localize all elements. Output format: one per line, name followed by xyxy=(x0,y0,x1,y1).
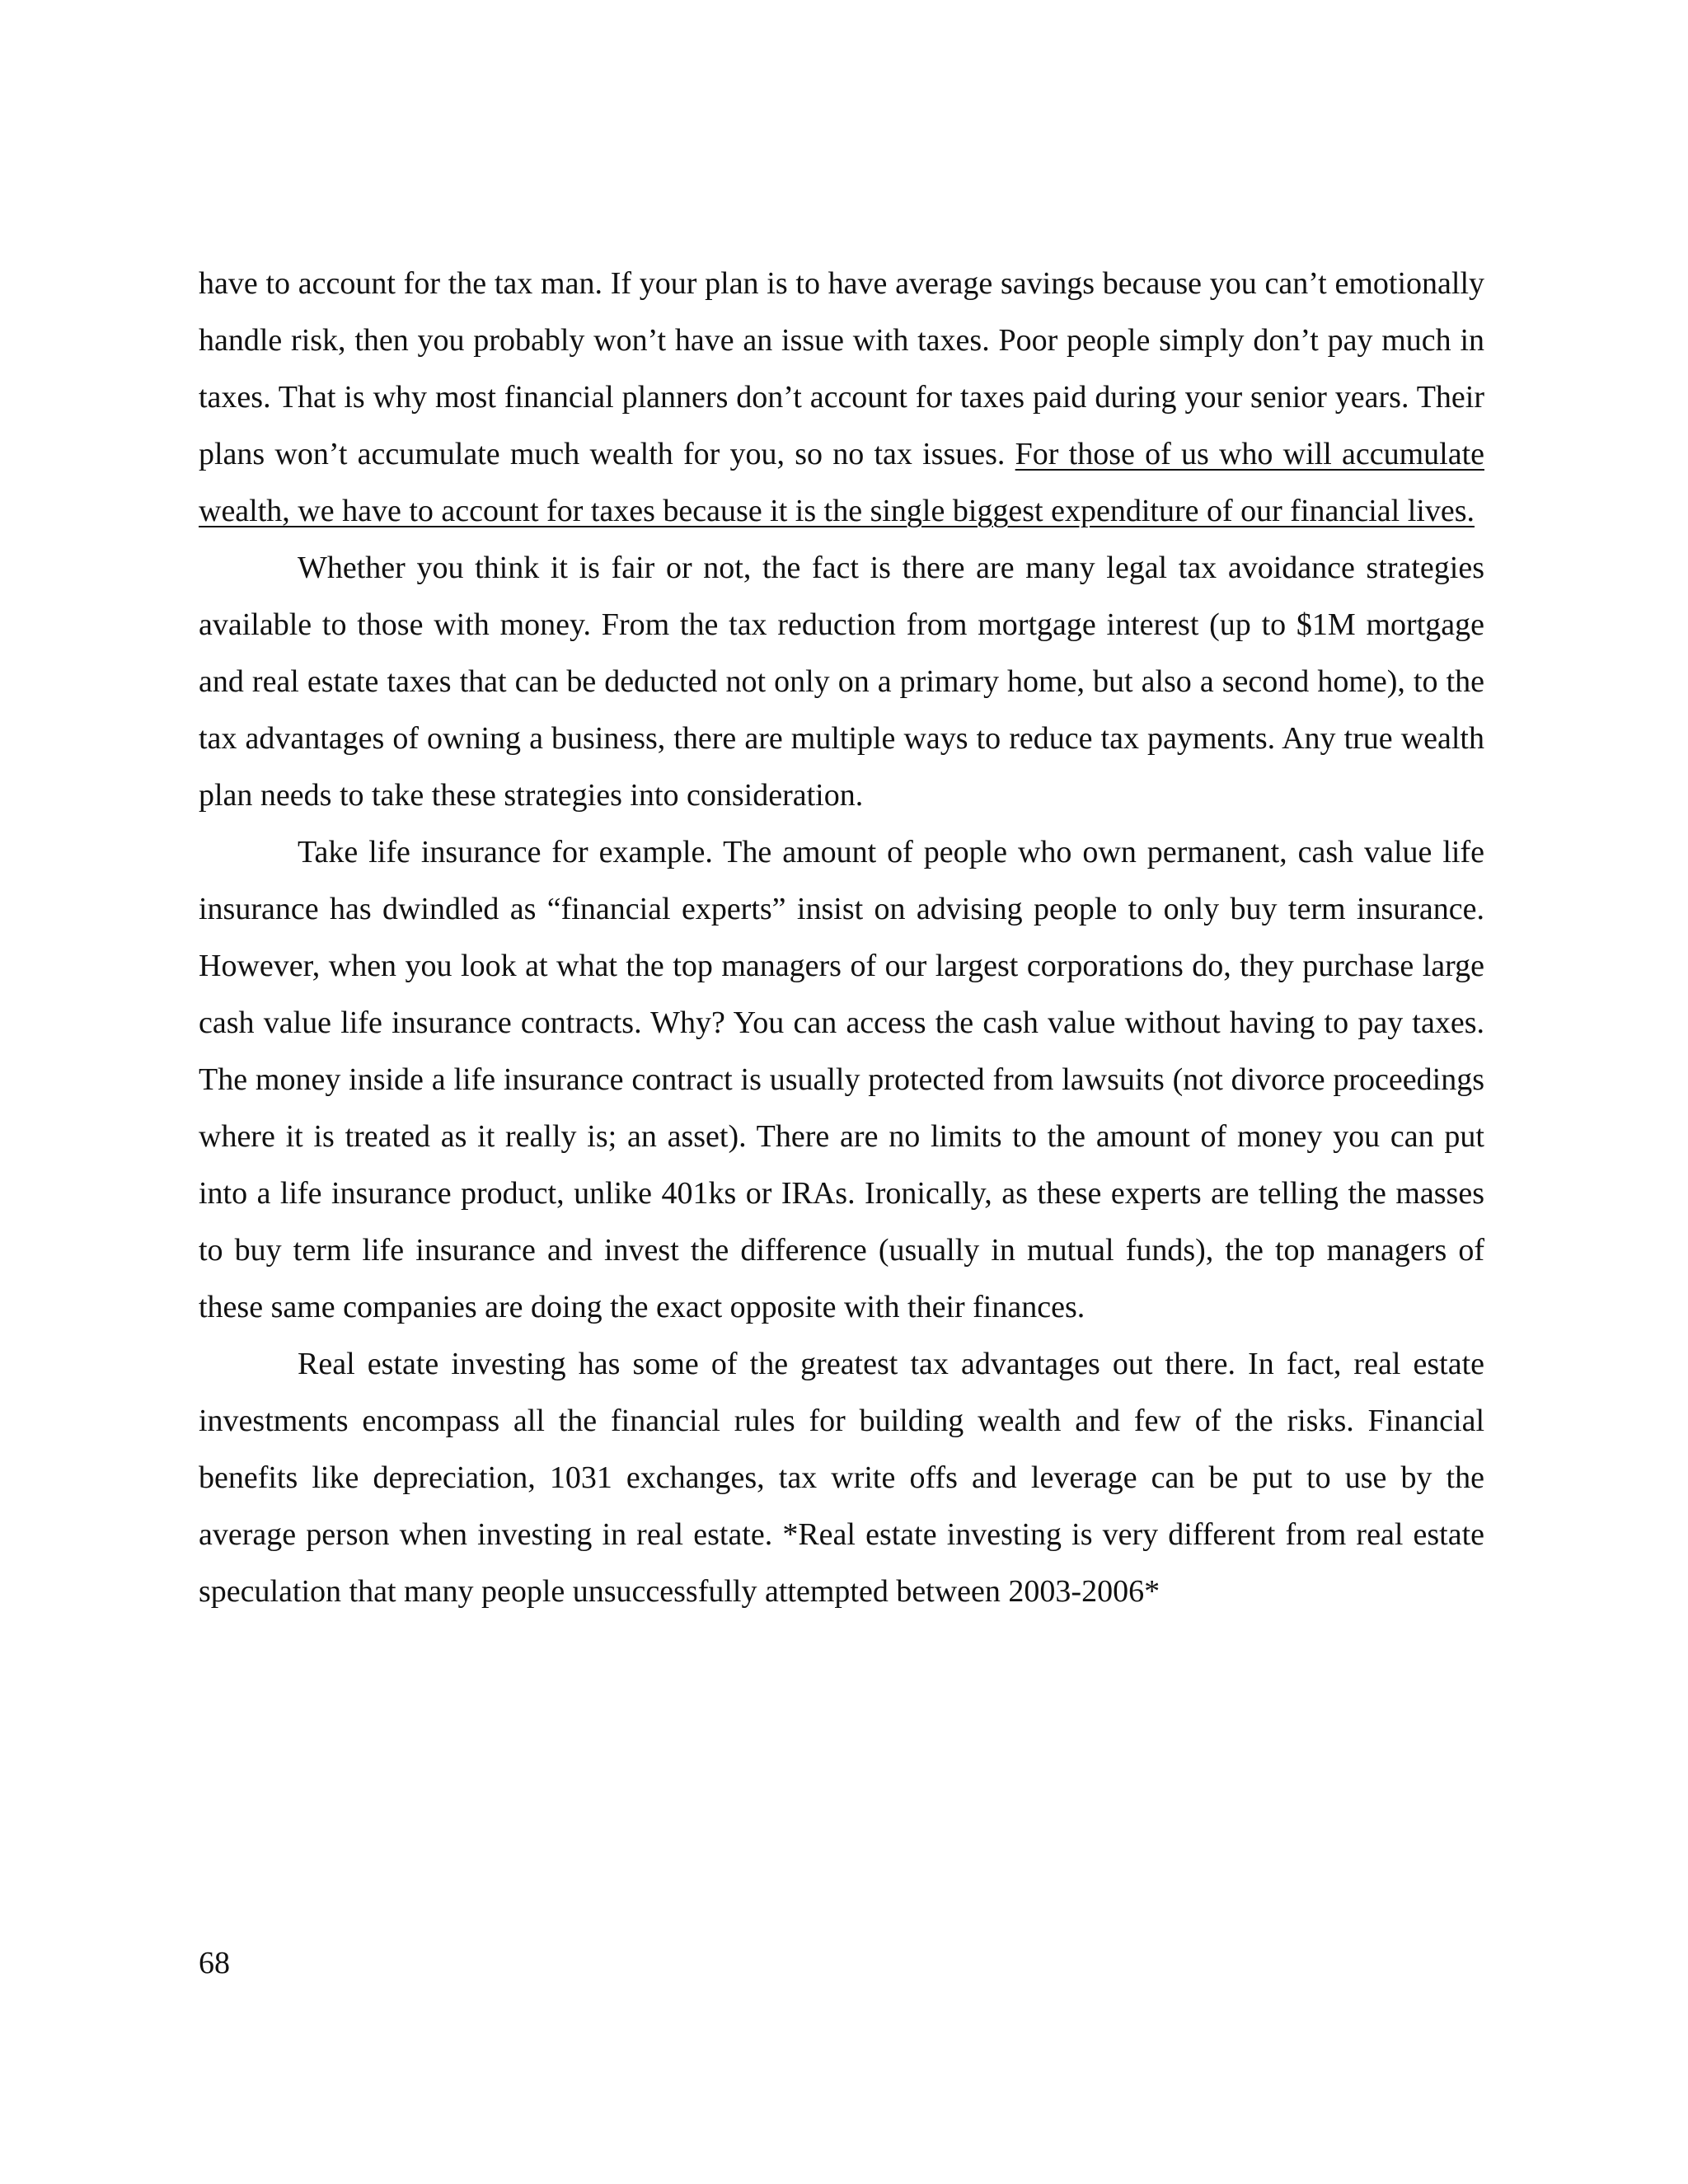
paragraph-4 xyxy=(199,1336,1484,1620)
paragraph-4-text: Real estate investing has some of the greatest tax advantages out there. In fact, real estate investments encompass all the financial rules for building wealth and few of the risks. Financial benefits like depreciation, 1031 exchanges, tax write offs and leverage can be put to use by the average person when investing in real estate. *Real estate investing is very different from real estate speculation that many people unsuccessfully attempted between 2003-2006* xyxy=(199,1347,1484,1609)
paragraph-3-text: Take life insurance for example. The amount of people who own permanent, cash value life insurance has dwindled as “financial experts” insist on advising people to only buy term insurance. However, when you look at what the top managers of our largest corporations do, they purchase large cash value life insurance contracts. Why? You can access the cash value without having to pay taxes. The money inside a life insurance contract is usually protected from lawsuits (not divorce proceedings where it is treated as it really is; an asset). There are no limits to the amount of money you can put into a life insurance product, unlike 401ks or IRAs. Ironically, as these experts are telling the masses to buy term life insurance and invest the difference (usually in mutual funds), the top managers of these same companies are doing the exact opposite with their finances. xyxy=(199,835,1484,1324)
body-text xyxy=(199,255,1484,1620)
paragraph-1-underlined-text: For those of us who will accumulate wealth, we have to account for taxes because it is the single biggest expenditure of our financial lives. xyxy=(199,437,1484,528)
paragraph-2-text: Whether you think it is fair or not, the fact is there are many legal tax avoidance strategies available to those with money. From the tax reduction from mortgage interest (up to $1M mortgage and real estate taxes that can be deducted not only on a primary home, but also a second home), to the tax advantages of owning a business, there are multiple ways to reduce tax payments. Any true wealth plan needs to take these strategies into consideration. xyxy=(199,551,1484,813)
page-number: 68 xyxy=(199,1946,230,1980)
paragraph-1 xyxy=(199,255,1484,540)
paragraph-1-text: have to account for the tax man. If your plan is to have average savings because you can’t emotionally handle risk, then you probably won’t have an issue with taxes. Poor people simply don’t pay much in taxes. That is why most financial planners don’t account for taxes paid during your senior years. Their plans won’t accumulate much wealth for you, so no tax issues. xyxy=(199,266,1484,471)
paragraph-2 xyxy=(199,540,1484,824)
paragraph-3 xyxy=(199,824,1484,1336)
